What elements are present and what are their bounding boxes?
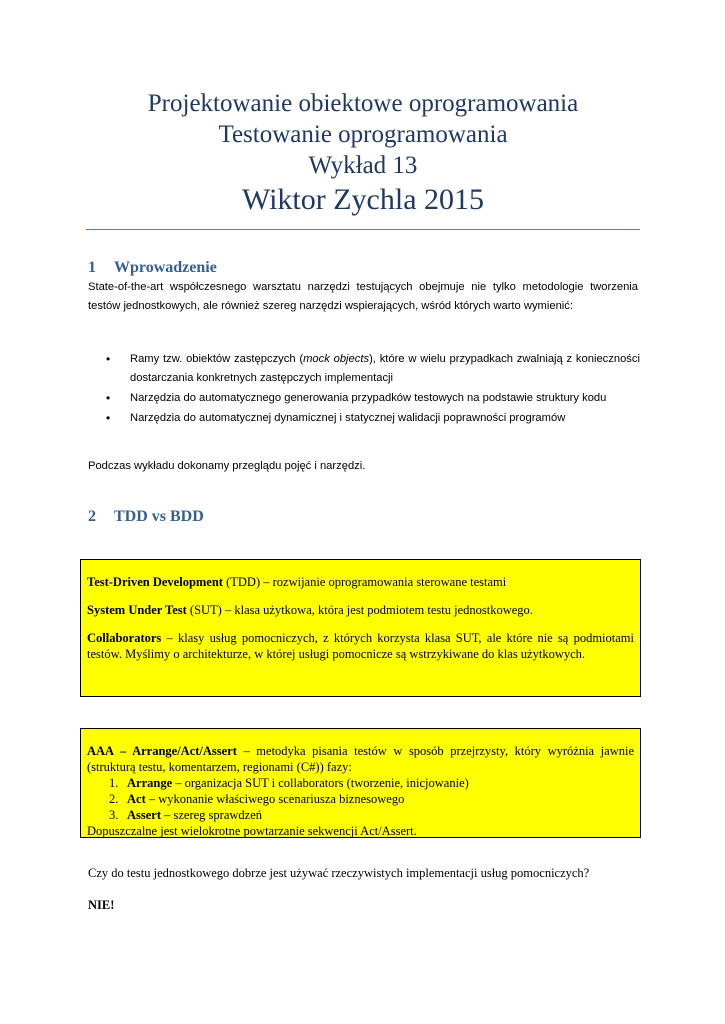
bullet-icon: • xyxy=(106,352,111,366)
aaa-note: Dopuszczalne jest wielokrotne powtarzanie sekwencji Act/Assert. xyxy=(87,824,417,838)
title-divider xyxy=(86,229,640,230)
section-1-heading xyxy=(88,259,217,277)
section-2-title: TDD vs BDD xyxy=(114,508,204,525)
section-1-title: Wprowadzenie xyxy=(114,259,217,276)
list-item: 1. Arrange – organizacja SUT i collaborators (tworzenie, inicjowanie) xyxy=(109,776,469,790)
bullet-icon: • xyxy=(106,411,111,425)
title-line-topic: Testowanie oprogramowania xyxy=(218,121,508,148)
mock-objects-term: mock objects xyxy=(303,353,370,365)
aaa-box xyxy=(80,728,641,838)
section-1-intro: State-of-the-art współczesnego warsztatu narzędzi testujących obejmuje nie tylko metodologie tworzenia testów jednostkowych, ale również szereg narzędzi wspierających, wśród których warto wymienić: xyxy=(88,281,638,312)
aaa-phases-list xyxy=(87,775,634,823)
question-text: Czy do testu jednostkowego dobrze jest używać rzeczywistych implementacji usług pomocniczych? xyxy=(88,866,590,880)
tdd-definition: Test-Driven Development (TDD) – rozwijanie oprogramowania sterowane testami xyxy=(87,575,507,589)
section-2-heading xyxy=(88,508,204,526)
title-line-lecture: Wykład 13 xyxy=(308,152,418,179)
bullet-icon: • xyxy=(106,391,111,405)
tools-list xyxy=(88,350,640,429)
title-line-author: Wiktor Zychla 2015 xyxy=(241,183,485,216)
document-title xyxy=(86,88,640,219)
answer-text: NIE! xyxy=(88,898,115,912)
sut-definition: System Under Test (SUT) – klasa użytkowa, która jest podmiotem testu jednostkowego. xyxy=(87,603,533,617)
title-line-course: Projektowanie obiektowe oprogramowania xyxy=(147,90,579,117)
list-item: • Ramy tzw. obiektów zastępczych (mock objects), które w wielu przypadkach zwalniają z konieczności dostarczania konkretnych zastępczych implementacji xyxy=(106,352,640,384)
list-item: 3. Assert – szereg sprawdzeń xyxy=(109,808,263,822)
collaborators-definition: Collaborators – klasy usług pomocniczych, z których korzysta klasa SUT, ale które nie są podmiotami testów. Myślimy o architekturze, w której usługi pomocnicze są wstrzykiwane do klas użytkowych. xyxy=(87,631,634,661)
section-2-number: 2 xyxy=(88,508,96,525)
aaa-definition: AAA – Arrange/Act/Assert – metodyka pisania testów w sposób przejrzysty, który wyróżnia jawnie (strukturą testu, komentarzem, regionami (C#)) fazy: xyxy=(87,744,634,774)
definitions-box xyxy=(80,559,641,697)
list-item: • Narzędzia do automatycznej dynamicznej i statycznej walidacji poprawności programów xyxy=(88,409,640,428)
section-1-outro: Podczas wykładu dokonamy przeglądu pojęć i narzędzi. xyxy=(88,460,366,472)
list-item: 2. Act – wykonanie właściwego scenariusza biznesowego xyxy=(109,792,405,806)
list-item: • Narzędzia do automatycznego generowania przypadków testowych na podstawie struktury kodu xyxy=(88,389,640,408)
section-1-number: 1 xyxy=(88,259,96,276)
